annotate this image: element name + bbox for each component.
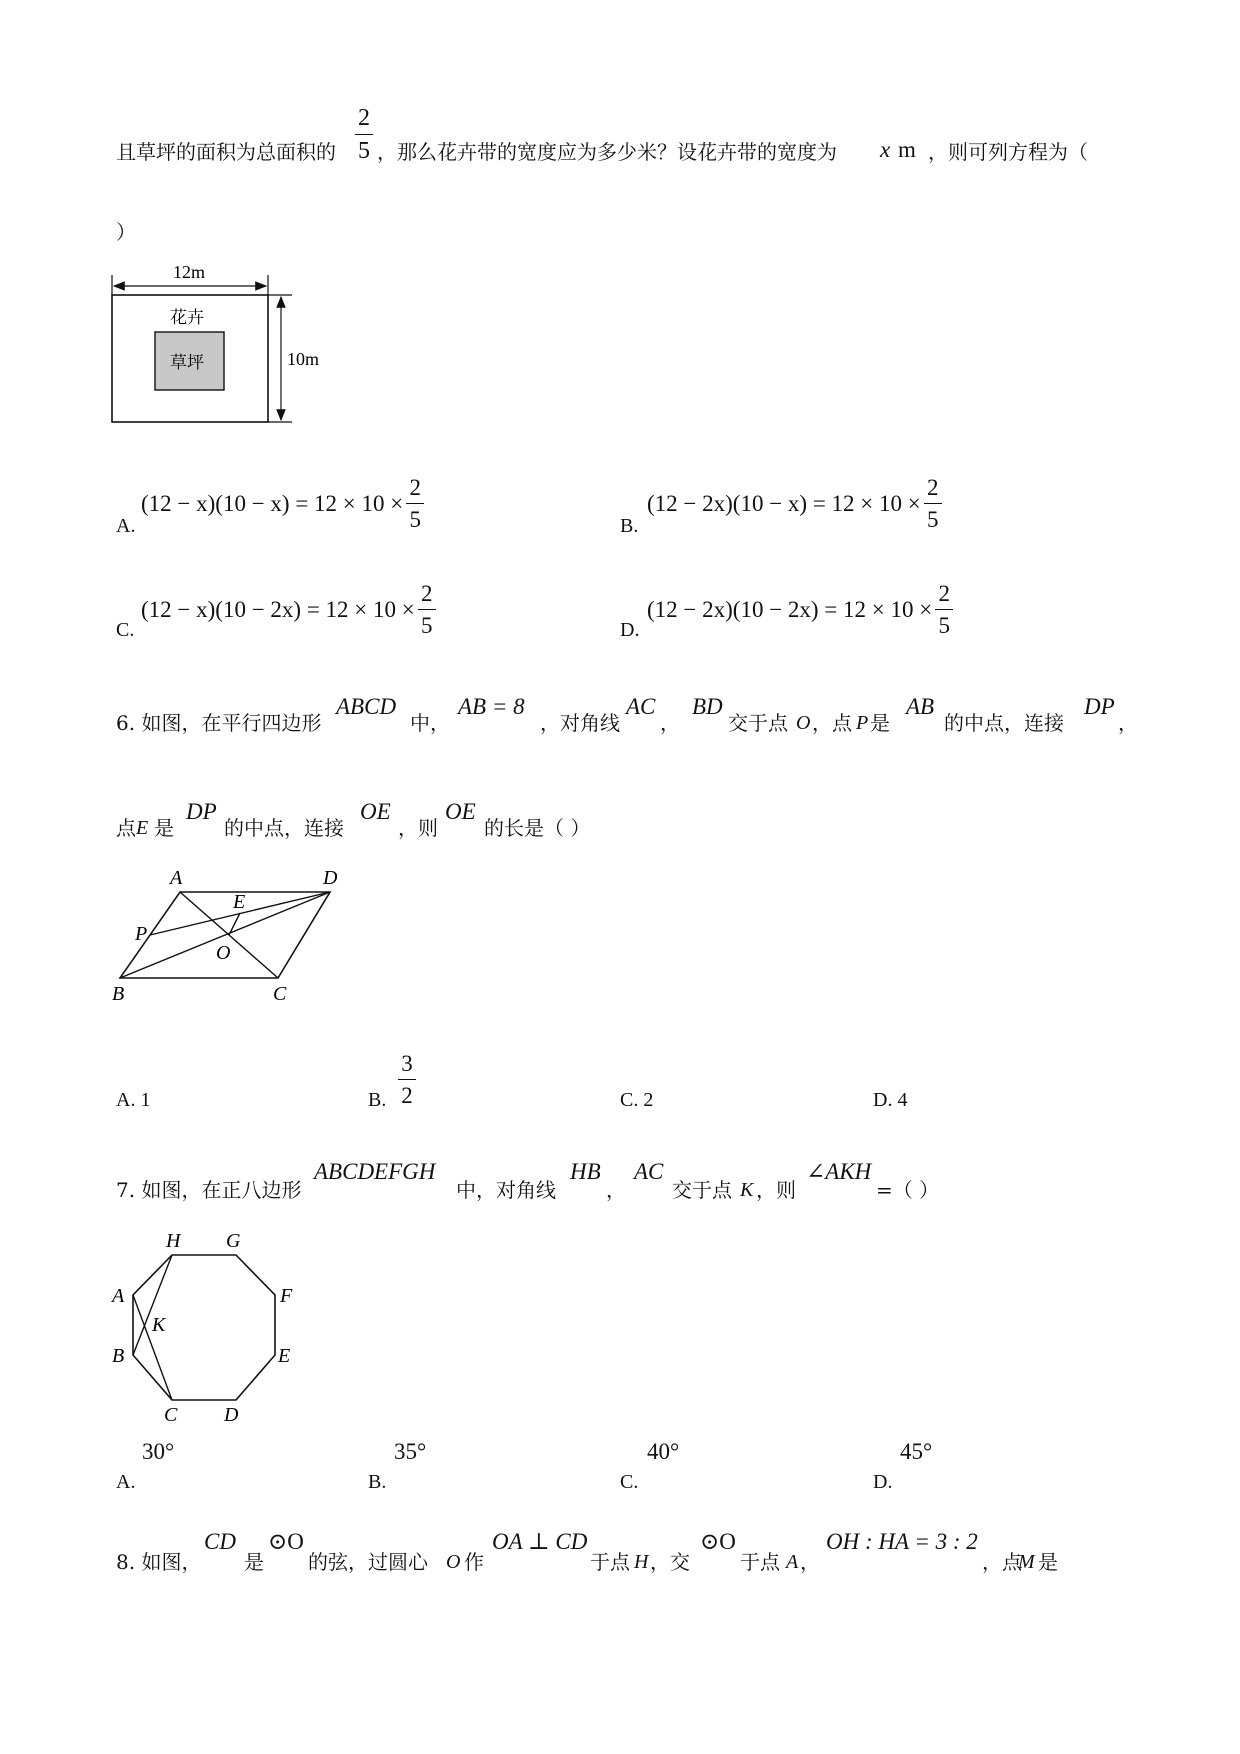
- label-F: F: [280, 1285, 293, 1307]
- q5-text-close: ）: [116, 220, 136, 244]
- q5-fraction: 2 5: [355, 106, 373, 163]
- label-G: G: [226, 1230, 241, 1252]
- label-E: E: [233, 891, 246, 913]
- q7-figure: [100, 1225, 310, 1425]
- label-A: A: [170, 867, 183, 889]
- label-O: O: [216, 942, 231, 964]
- label-A: A: [112, 1285, 125, 1307]
- label-P: P: [135, 923, 148, 945]
- label-B: B: [112, 1345, 125, 1367]
- grass-label: 草坪: [170, 353, 204, 373]
- label-C: C: [164, 1404, 178, 1425]
- diagonal-hb: [133, 1255, 172, 1355]
- q6-figure: [100, 860, 360, 1010]
- label-D: D: [224, 1404, 239, 1425]
- q5-text-a: 且草坪的面积为总面积的: [116, 140, 336, 164]
- label-E: E: [278, 1345, 291, 1367]
- label-H: H: [166, 1230, 181, 1252]
- q5-unit: m: [898, 137, 916, 162]
- label-D: D: [323, 867, 338, 889]
- diagonal-ac: [133, 1295, 172, 1400]
- q5-var-x: x: [880, 137, 891, 162]
- label-B: B: [112, 983, 125, 1005]
- width-label: 12m: [173, 262, 206, 282]
- q5-text-c: ，则可列方程为（: [928, 140, 1088, 164]
- height-label: 10m: [287, 349, 320, 369]
- q5-figure: [100, 255, 340, 430]
- q5-text-b: ，那么花卉带的宽度应为多少米？设花卉带的宽度为: [377, 140, 837, 164]
- label-K: K: [152, 1314, 166, 1336]
- label-C: C: [273, 983, 287, 1005]
- flower-label: 花卉: [170, 308, 204, 328]
